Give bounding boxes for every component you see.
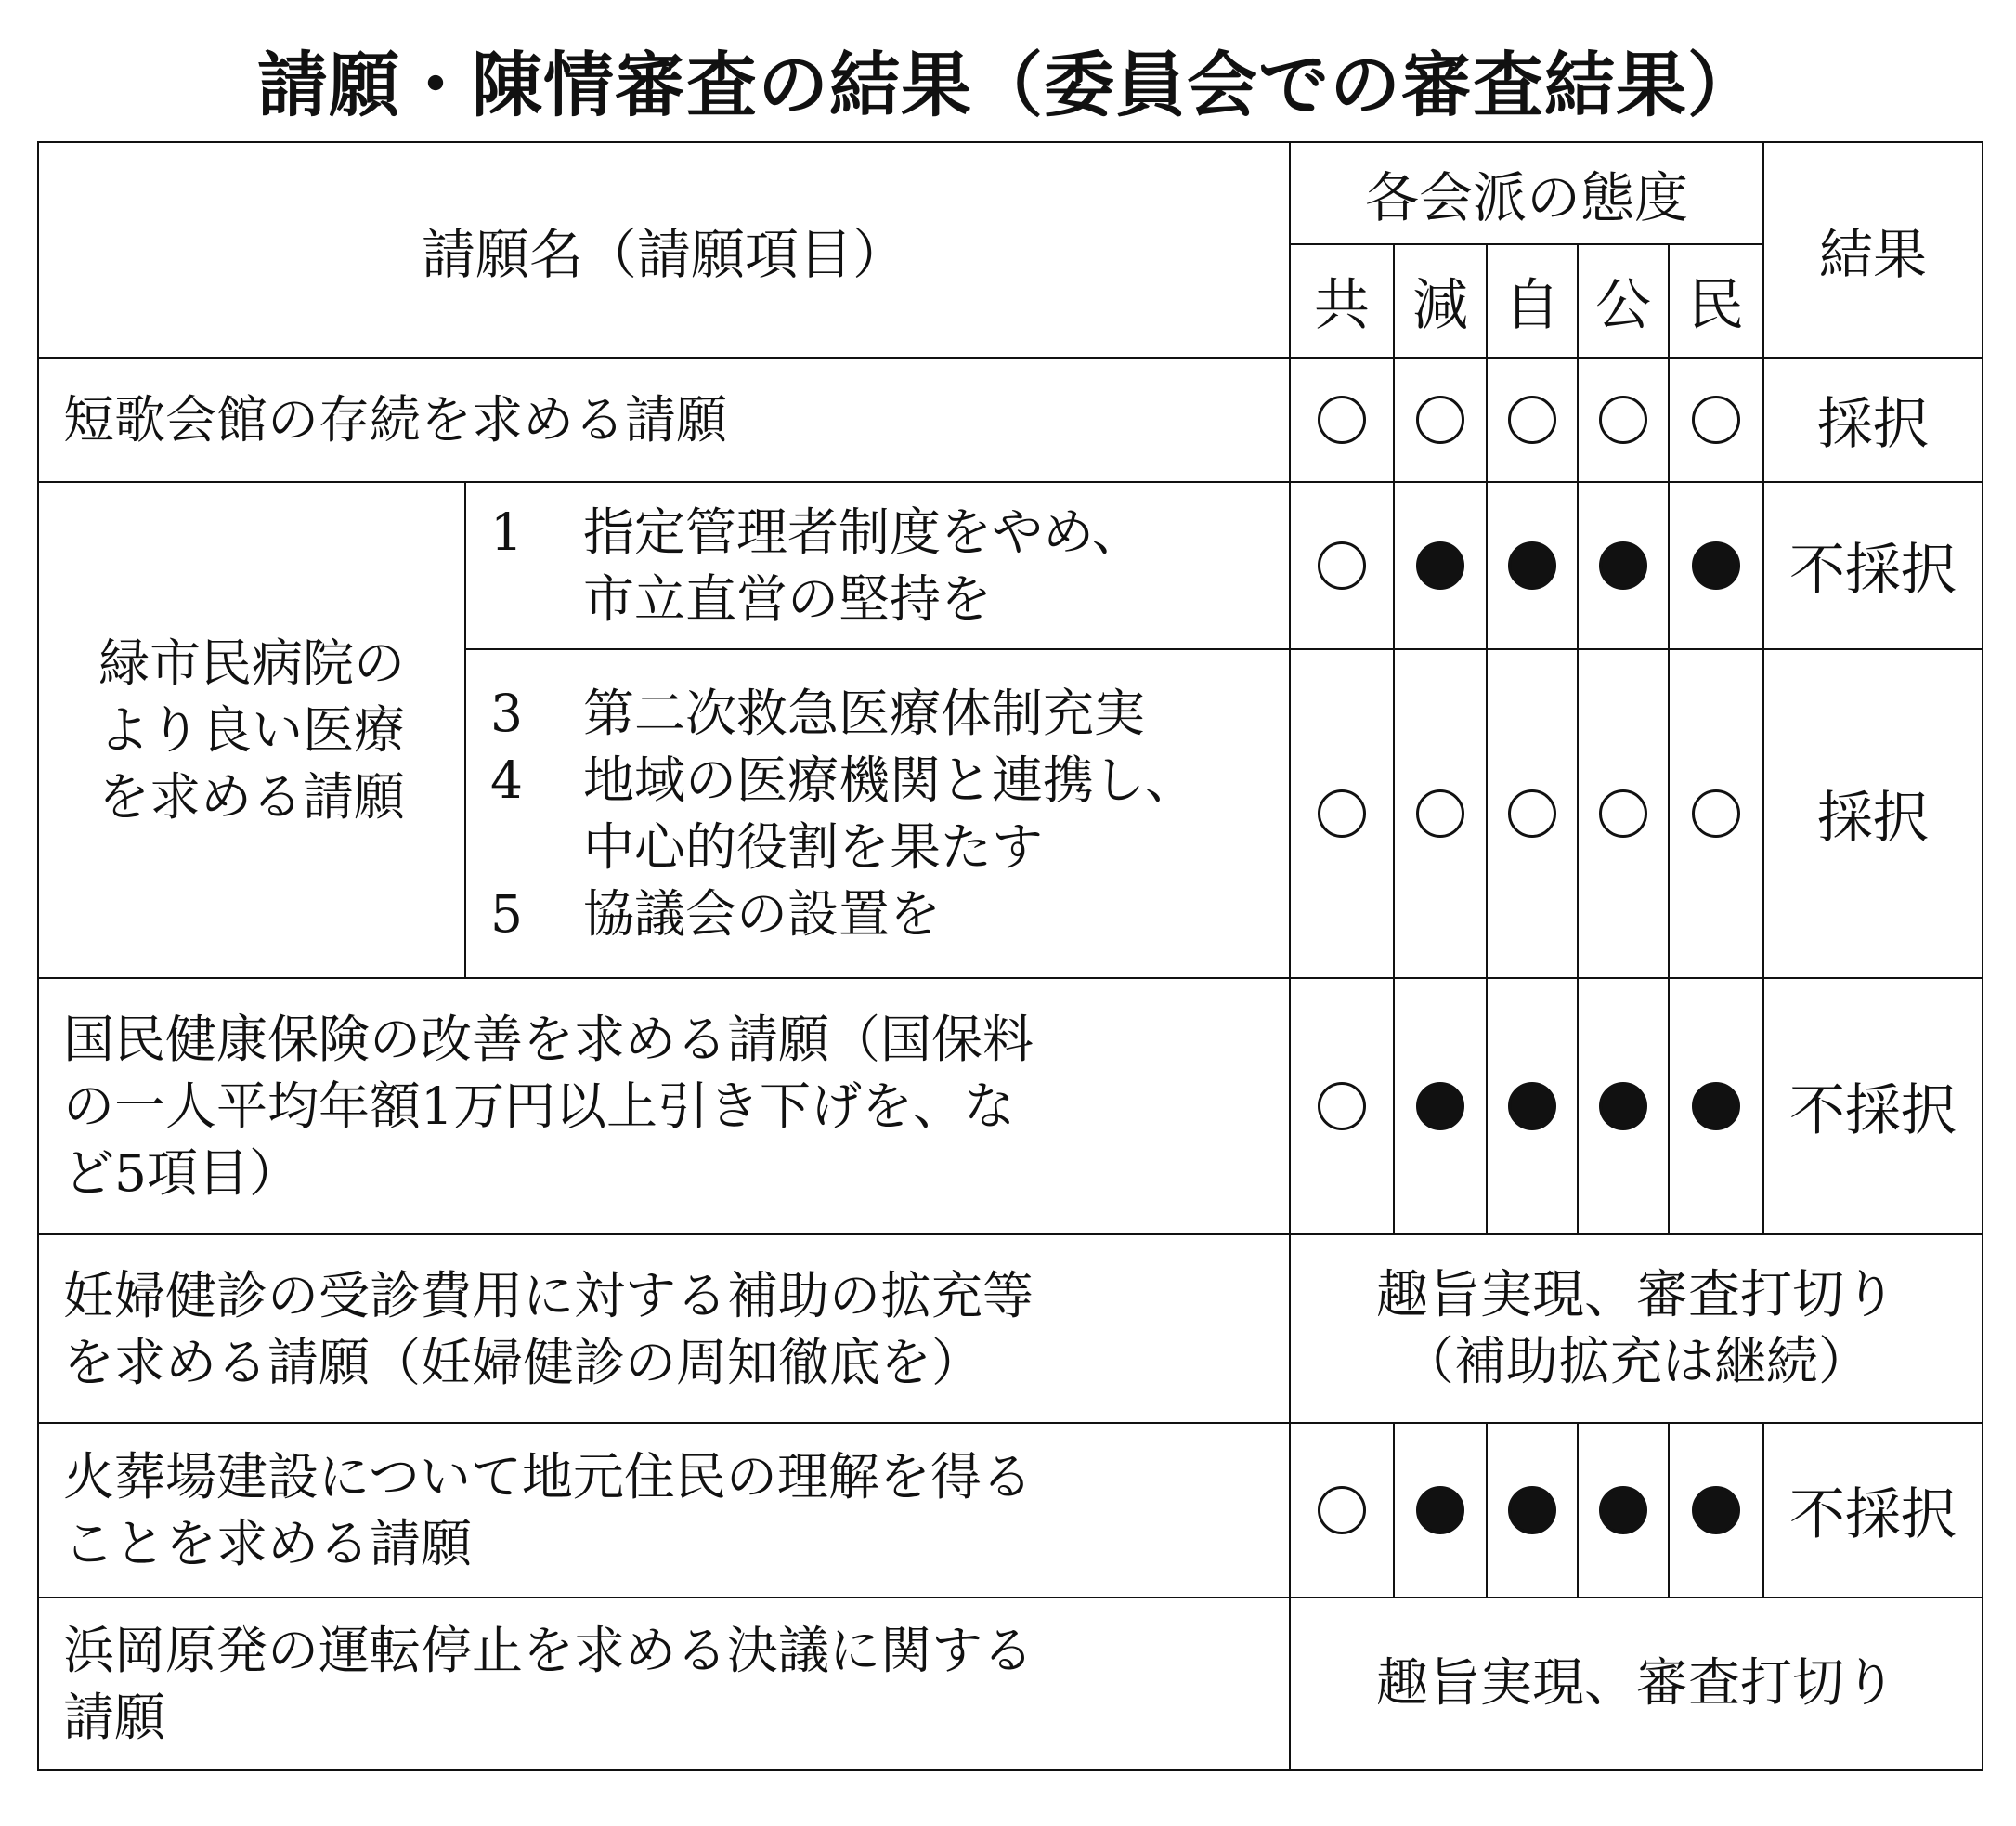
table-row — [38, 1234, 1983, 1423]
filled-circle-icon — [1508, 1486, 1556, 1534]
open-circle-icon — [1318, 1082, 1366, 1130]
attitude-mark — [1669, 1423, 1763, 1598]
attitude-mark — [1290, 358, 1394, 482]
header-result: 結果 — [1763, 142, 1983, 358]
page-title: 請願・陳情審査の結果（委員会での審査結果） — [257, 44, 1759, 126]
open-circle-icon — [1508, 789, 1556, 838]
result-cell: 不採択 — [1763, 1423, 1983, 1598]
attitude-mark — [1578, 358, 1669, 482]
attitude-mark — [1578, 649, 1669, 978]
party-ko: 公 — [1578, 244, 1669, 358]
table-row — [38, 1423, 1983, 1598]
petition-results-table — [37, 141, 1983, 1771]
attitude-mark — [1669, 482, 1763, 649]
open-circle-icon — [1318, 396, 1366, 444]
attitude-mark — [1578, 978, 1669, 1234]
filled-circle-icon — [1508, 1082, 1556, 1130]
filled-circle-icon — [1599, 1082, 1647, 1130]
attitude-mark — [1487, 978, 1578, 1234]
merged-result-cell: 趣旨実現、審査打切り （補助拡充は継続） — [1290, 1234, 1983, 1423]
petition-name: 国民健康保険の改善を求める請願（国保料 の一人平均年額1万円以上引き下げを、な ど5項目） — [38, 978, 1290, 1234]
party-ji: 自 — [1487, 244, 1578, 358]
petition-name: 火葬場建設について地元住民の理解を得る ことを求める請願 — [38, 1423, 1290, 1598]
attitude-mark — [1487, 649, 1578, 978]
open-circle-icon — [1599, 396, 1647, 444]
header-attitude: 各会派の態度 — [1290, 142, 1763, 244]
attitude-mark — [1669, 358, 1763, 482]
party-gen: 減 — [1394, 244, 1487, 358]
attitude-mark — [1578, 1423, 1669, 1598]
header-name: 請願名（請願項目） — [38, 142, 1290, 358]
open-circle-icon — [1508, 396, 1556, 444]
open-circle-icon — [1599, 789, 1647, 838]
attitude-mark — [1394, 1423, 1487, 1598]
table-row — [38, 482, 1983, 649]
petition-name: 妊婦健診の受診費用に対する補助の拡充等 を求める請願（妊婦健診の周知徹底を） — [38, 1234, 1290, 1423]
filled-circle-icon — [1692, 541, 1740, 590]
table-row — [38, 358, 1983, 482]
table-row — [38, 978, 1983, 1234]
petition-group-name: 緑市民病院の より良い医療 を求める請願 — [38, 482, 465, 978]
petition-name: 浜岡原発の運転停止を求める決議に関する 請願 — [38, 1598, 1290, 1770]
attitude-mark — [1487, 482, 1578, 649]
result-cell: 採択 — [1763, 649, 1983, 978]
attitude-mark — [1394, 978, 1487, 1234]
petition-items: 1 指定管理者制度をやめ、 市立直営の堅持を — [465, 482, 1290, 649]
filled-circle-icon — [1508, 541, 1556, 590]
result-cell: 不採択 — [1763, 978, 1983, 1234]
filled-circle-icon — [1599, 541, 1647, 590]
attitude-mark — [1487, 1423, 1578, 1598]
open-circle-icon — [1416, 789, 1464, 838]
table-row — [38, 1598, 1983, 1770]
attitude-mark — [1669, 978, 1763, 1234]
open-circle-icon — [1318, 1486, 1366, 1534]
filled-circle-icon — [1599, 1486, 1647, 1534]
open-circle-icon — [1692, 789, 1740, 838]
filled-circle-icon — [1692, 1486, 1740, 1534]
attitude-mark — [1669, 649, 1763, 978]
open-circle-icon — [1692, 396, 1740, 444]
attitude-mark — [1394, 649, 1487, 978]
attitude-mark — [1290, 649, 1394, 978]
attitude-mark — [1290, 1423, 1394, 1598]
filled-circle-icon — [1416, 1486, 1464, 1534]
attitude-mark — [1290, 482, 1394, 649]
result-cell: 採択 — [1763, 358, 1983, 482]
attitude-mark — [1394, 482, 1487, 649]
attitude-mark — [1487, 358, 1578, 482]
open-circle-icon — [1318, 541, 1366, 590]
party-kyo: 共 — [1290, 244, 1394, 358]
open-circle-icon — [1416, 396, 1464, 444]
petition-items: 3 第二次救急医療体制充実 4 地域の医療機関と連携し、 中心的役割を果たす 5 協議会の設置を — [465, 649, 1290, 978]
merged-result-cell: 趣旨実現、審査打切り — [1290, 1598, 1983, 1770]
result-cell: 不採択 — [1763, 482, 1983, 649]
filled-circle-icon — [1692, 1082, 1740, 1130]
open-circle-icon — [1318, 789, 1366, 838]
filled-circle-icon — [1416, 541, 1464, 590]
attitude-mark — [1394, 358, 1487, 482]
attitude-mark — [1578, 482, 1669, 649]
filled-circle-icon — [1416, 1082, 1464, 1130]
petition-name: 短歌会館の存続を求める請願 — [38, 358, 1290, 482]
party-min: 民 — [1669, 244, 1763, 358]
attitude-mark — [1290, 978, 1394, 1234]
